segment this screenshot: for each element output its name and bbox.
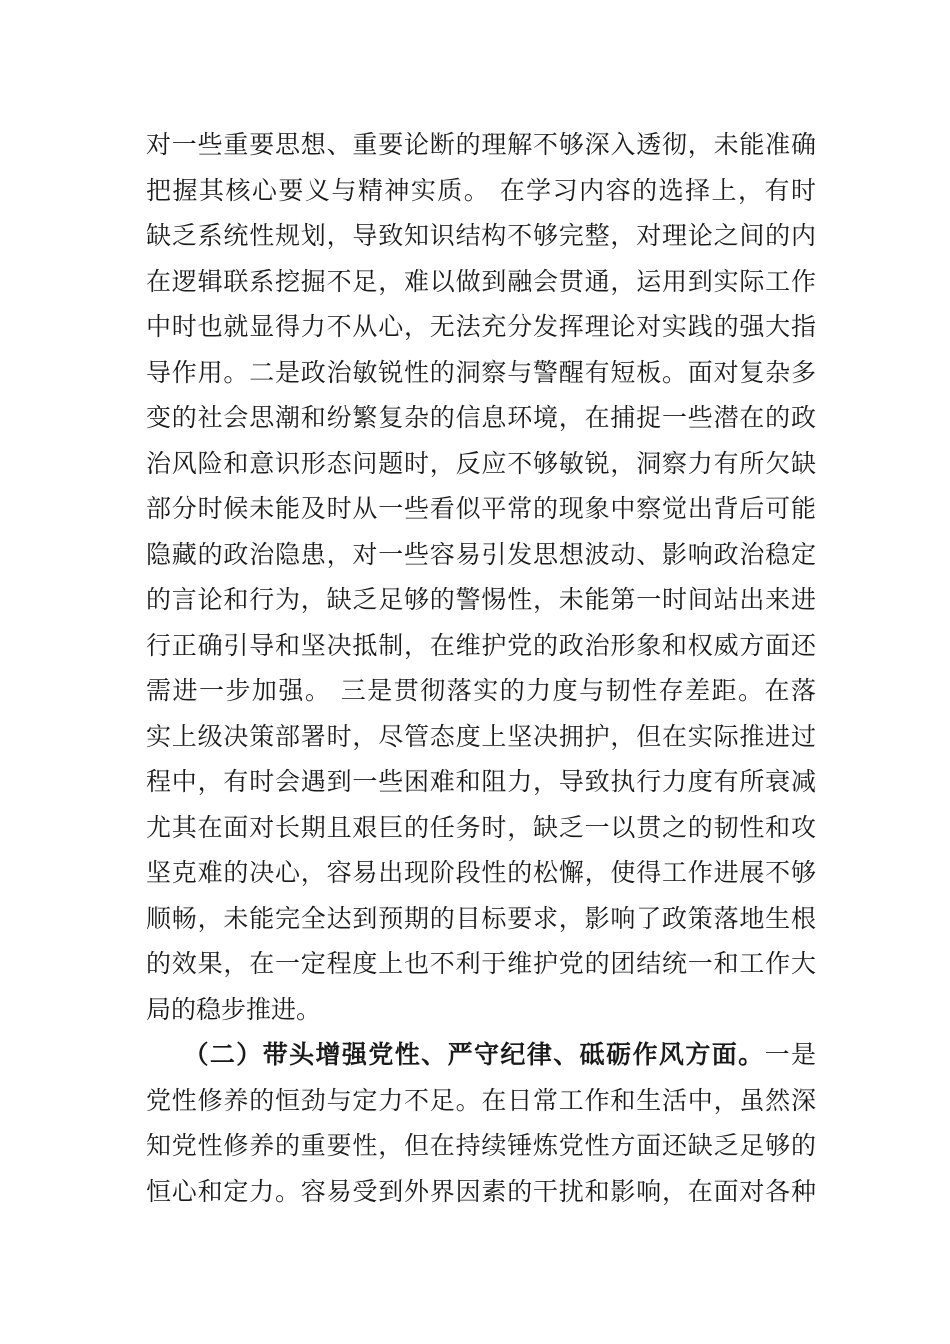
text-line: 的效果，在一定程度上也不利于维护党的团结统一和工作大 (146, 949, 816, 978)
text-line: 程中，有时会遇到一些困难和阻力，导致执行力度有所衰减 (146, 767, 816, 796)
text-line: 部分时候未能及时从一些看似平常的现象中察觉出背后可能 (146, 494, 816, 523)
text-line: 恒心和定力。容易受到外界因素的干扰和影响，在面对各种 (146, 1176, 816, 1206)
text-line: 对一些重要思想、重要论断的理解不够深入透彻，未能准确 (146, 130, 816, 159)
text-line: 知党性修养的重要性，但在持续锤炼党性方面还缺乏足够的 (146, 1131, 816, 1160)
text-line: 需进一步加强。 三是贯彻落实的力度与韧性存差距。在落 (146, 676, 816, 705)
text-line: 把握其核心要义与精神实质。 在学习内容的选择上，有时 (146, 175, 816, 205)
text-line: 尤其在面对长期且艰巨的任务时，缺乏一以贯之的韧性和攻 (146, 812, 816, 842)
text-line: 中时也就显得力不从心，无法充分发挥理论对实践的强大指 (146, 312, 816, 341)
text-line: 行正确引导和坚决抵制，在维护党的政治形象和权威方面还 (146, 630, 816, 660)
text-line: 党性修养的恒劲与定力不足。在日常工作和生活中，虽然深 (146, 1085, 816, 1115)
text-line: 缺乏系统性规划，导致知识结构不够完整，对理论之间的内 (146, 221, 816, 250)
text-line: 实上级决策部署时，尽管态度上坚决拥护，但在实际推进过 (146, 721, 816, 751)
section-heading: （二）带头增强党性、严守纪律、砥砺作风方面。 (183, 1040, 765, 1069)
section-heading-line (146, 1032, 816, 1078)
text-line: 坚克难的决心，容易出现阶段性的松懈，使得工作进展不够 (146, 858, 816, 887)
text-line: 隐藏的政治隐患，对一些容易引发思想波动、影响政治稳定 (146, 539, 816, 569)
text-line: 变的社会思潮和纷繁复杂的信息环境，在捕捉一些潜在的政 (146, 403, 816, 432)
body-text (146, 122, 816, 1214)
heading-continuation: 一是 (764, 1040, 816, 1069)
text-line: 顺畅，未能完全达到预期的目标要求，影响了政策落地生根 (146, 903, 816, 933)
heading-indent (146, 1040, 183, 1069)
text-line: 在逻辑联系挖掘不足，难以做到融会贯通，运用到实际工作 (146, 266, 816, 296)
text-line: 导作用。二是政治敏锐性的洞察与警醒有短板。面对复杂多 (146, 357, 816, 387)
text-line: 局的稳步推进。 (146, 994, 322, 1024)
text-line: 治风险和意识形态问题时，反应不够敏锐，洞察力有所欠缺 (146, 448, 816, 478)
text-line: 的言论和行为，缺乏足够的警惕性，未能第一时间站出来进 (146, 585, 816, 614)
